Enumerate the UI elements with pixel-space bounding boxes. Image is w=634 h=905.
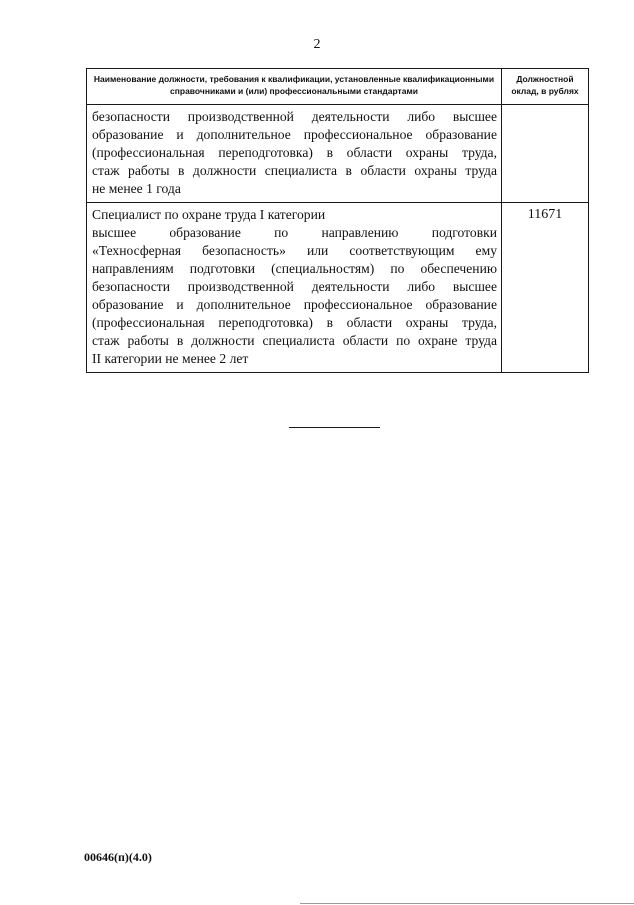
description-line: стаж работы в должности специалиста области по охране труда — [92, 333, 497, 348]
description-line: образование и дополнительное профессиональное образование — [92, 297, 497, 312]
table-row — [87, 105, 589, 203]
salary-value — [502, 105, 589, 203]
description-line: стаж работы в должности специалиста в области охраны труда — [92, 163, 497, 178]
position-title: Специалист по охране труда I категории — [92, 207, 326, 222]
position-description — [87, 203, 502, 373]
description-line: образование и дополнительное профессиональное образование — [92, 127, 497, 142]
page-bottom-edge — [300, 903, 634, 904]
description-line: «Техносферная безопасность» или соответствующим ему — [92, 243, 497, 258]
description-line: (профессиональная переподготовка) в области охраны труда, — [92, 315, 497, 330]
table-row — [87, 203, 589, 373]
description-line: безопасности производственной деятельности либо высшее — [92, 109, 497, 124]
header-salary-column: Должностной оклад, в рублях — [502, 69, 589, 105]
description-line: высшее образование по направлению подготовки — [92, 225, 497, 240]
document-code: 00646(п)(4.0) — [84, 850, 152, 864]
description-line: не менее 1 года — [92, 181, 181, 196]
description-line: II категории не менее 2 лет — [92, 351, 249, 366]
salary-value: 11671 — [502, 203, 589, 373]
description-line: направлениям подготовки (специальностям) по обеспечению — [92, 261, 497, 276]
position-description — [87, 105, 502, 203]
page-number: 2 — [313, 37, 321, 52]
description-line: безопасности производственной деятельности либо высшее — [92, 279, 497, 294]
end-of-table-divider — [289, 427, 380, 428]
header-name-column: Наименование должности, требования к квалификации, установленные квалификационными справочниками и (или) профессиональными стандартами — [87, 69, 502, 105]
description-line: (профессиональная переподготовка) в области охраны труда, — [92, 145, 497, 160]
salary-table — [86, 68, 589, 373]
table-header-row — [87, 69, 589, 105]
